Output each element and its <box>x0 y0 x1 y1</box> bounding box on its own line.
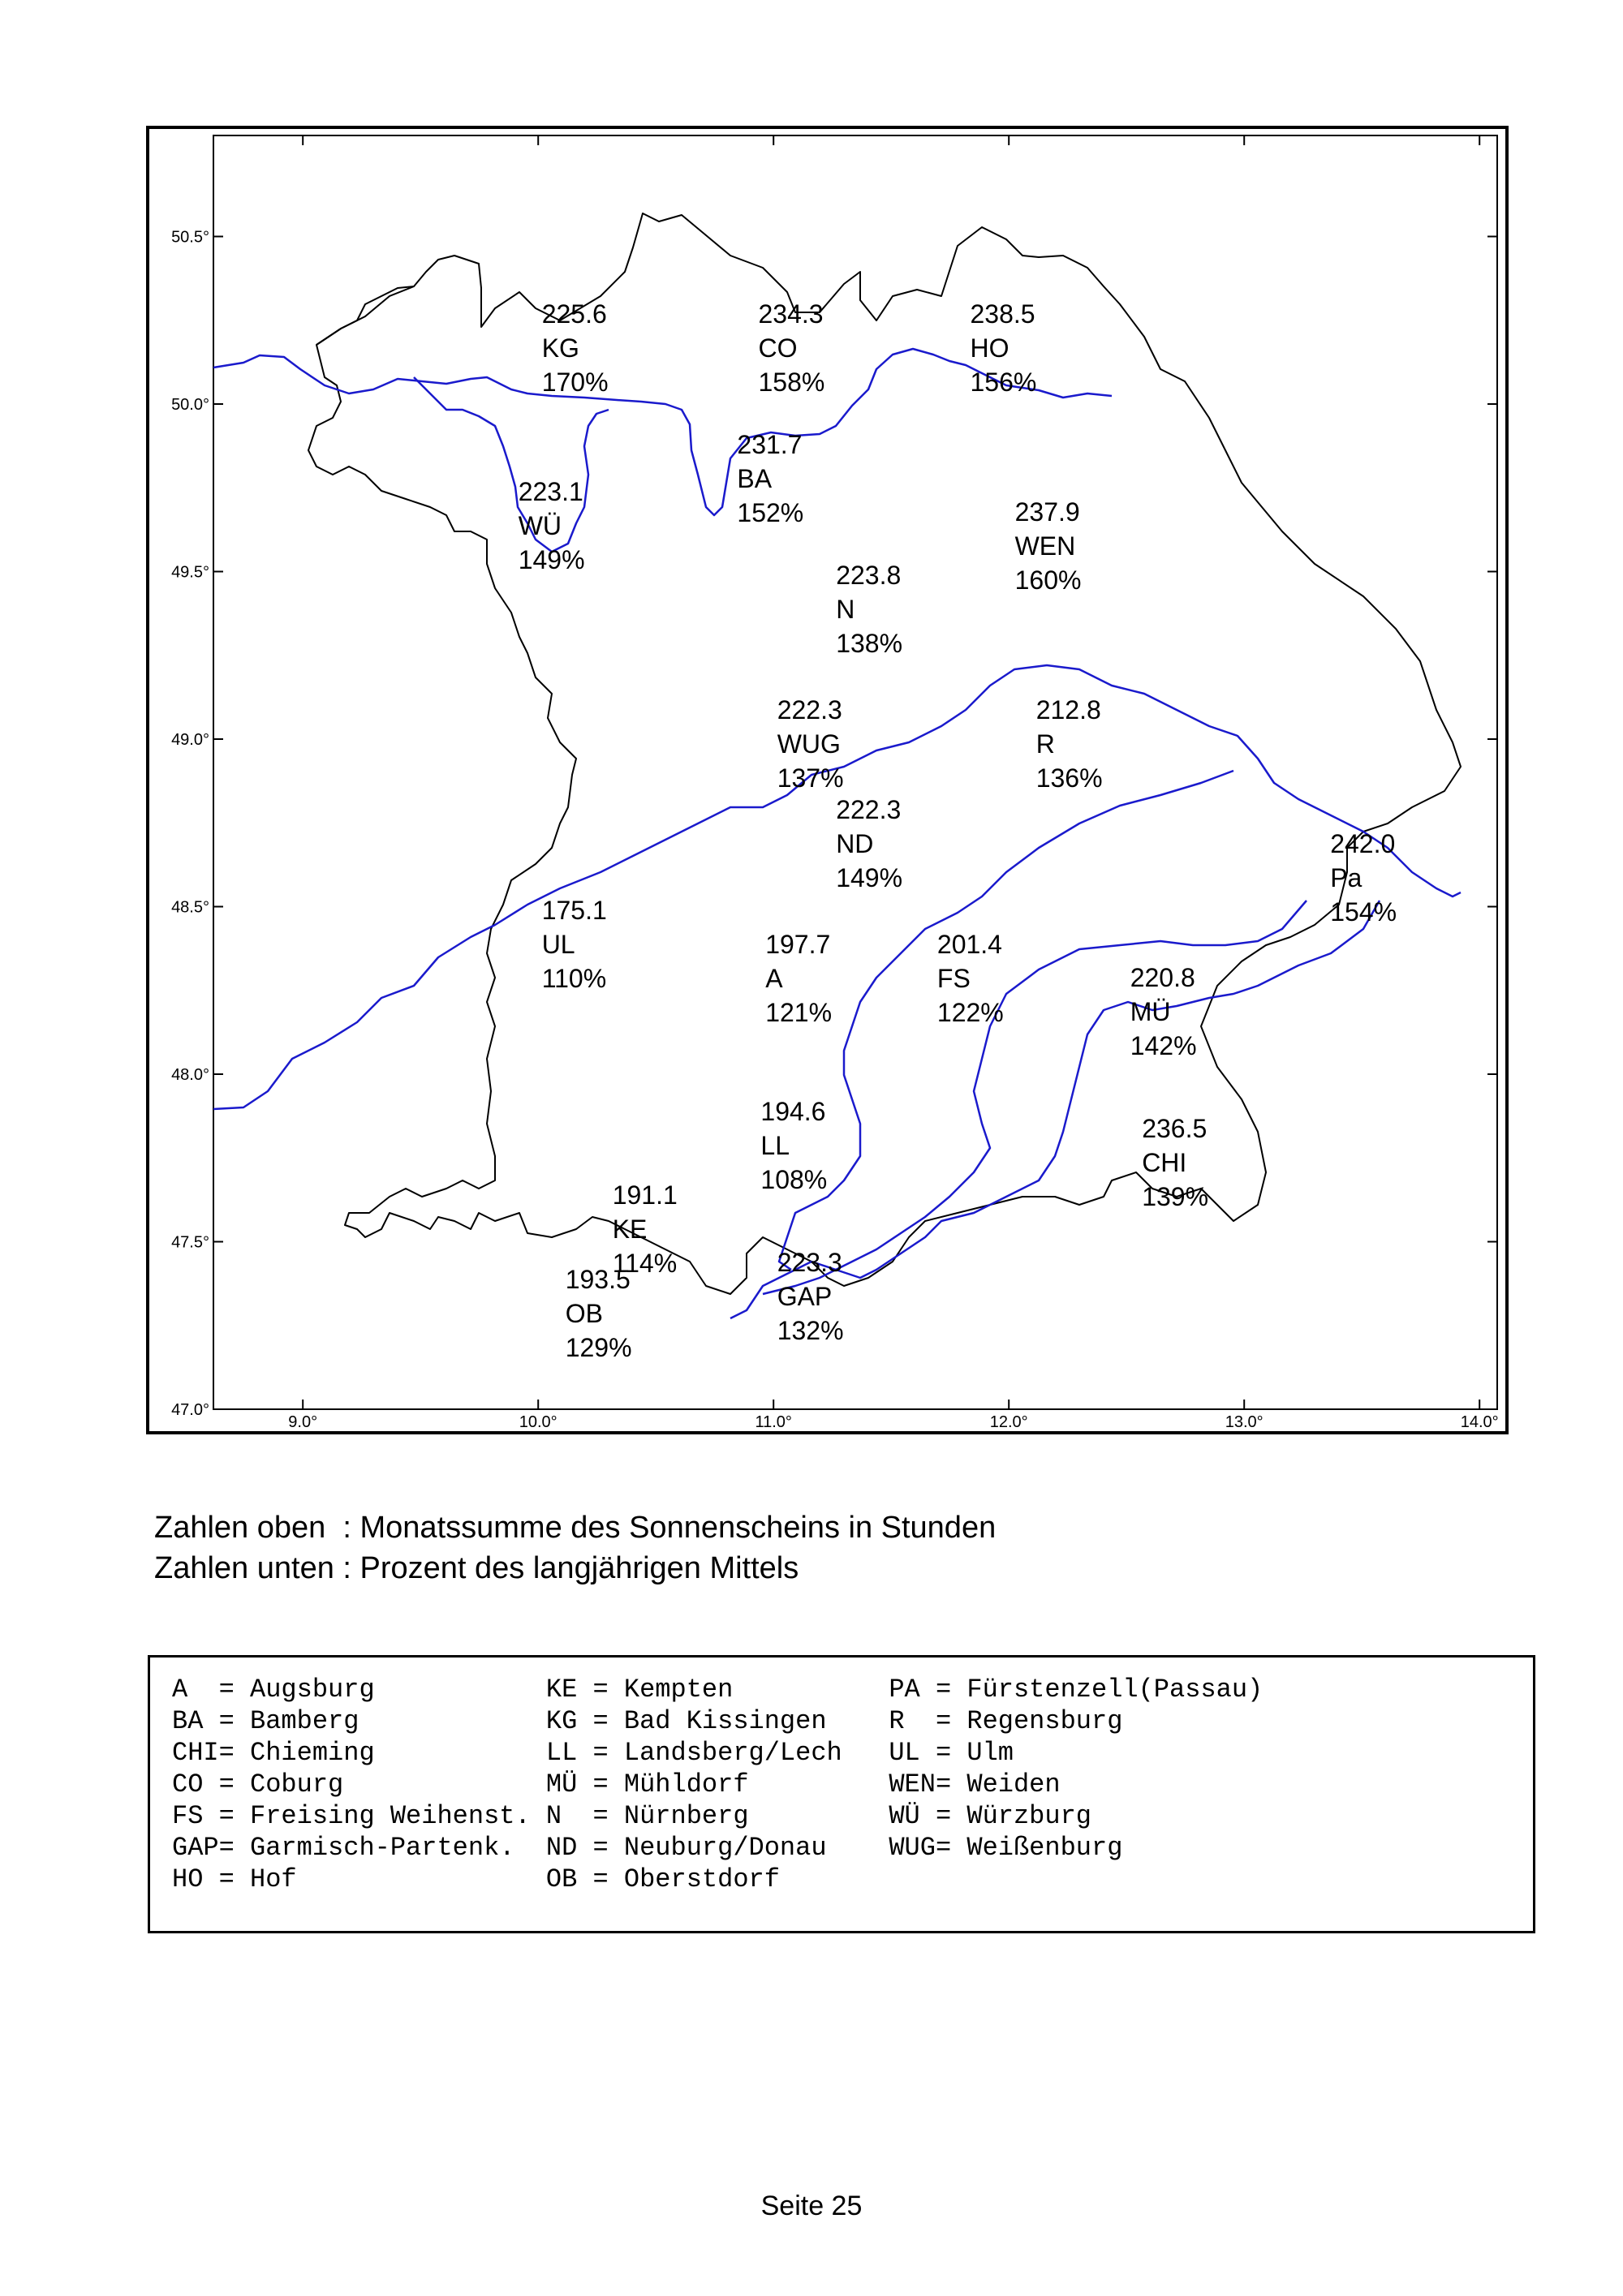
lat-tick-label: 48.0° <box>171 1066 209 1084</box>
station-pct: 132% <box>777 1316 844 1346</box>
station-pct: 149% <box>836 863 903 893</box>
legend-row: CHI= Chieming LL = Landsberg/Lech UL = Ulm <box>172 1738 1014 1768</box>
station-pct: 137% <box>777 763 844 793</box>
lat-tick-label: 49.5° <box>171 563 209 582</box>
station-label-a <box>765 927 832 1030</box>
station-code: LL <box>760 1131 790 1161</box>
station-code: FS <box>936 963 971 993</box>
lat-tick-label: 48.5° <box>171 898 209 917</box>
station-hours: 223.1 <box>518 477 583 507</box>
station-label-n <box>836 558 902 660</box>
station-hours: 242.0 <box>1330 828 1396 858</box>
station-code: A <box>765 963 783 993</box>
legend-row: FS = Freising Weihenst. N = Nürnberg WÜ = Würzburg <box>172 1801 1091 1831</box>
station-hours: 193.5 <box>565 1264 631 1294</box>
legend-row: HO = Hof OB = Oberstdorf <box>172 1864 780 1894</box>
station-code: KE <box>612 1215 648 1245</box>
station-label-co <box>759 297 825 399</box>
station-pct: 114% <box>612 1249 678 1279</box>
station-label-ob <box>566 1262 632 1365</box>
station-pct: 136% <box>1035 763 1103 793</box>
station-hours: 220.8 <box>1130 962 1195 992</box>
station-hours: 231.7 <box>737 430 803 460</box>
lon-tick-label: 10.0° <box>519 1413 558 1431</box>
station-label-ll <box>760 1094 827 1197</box>
lat-tick-label: 50.5° <box>171 228 209 247</box>
station-hours: 197.7 <box>765 929 831 959</box>
station-code: WUG <box>777 729 841 759</box>
station-code: GAP <box>777 1282 833 1312</box>
state-border-west-spur <box>316 286 414 345</box>
station-pct: 156% <box>970 368 1037 398</box>
station-label-wen <box>1015 495 1082 597</box>
station-code: ND <box>836 829 874 859</box>
lat-tick-label: 47.5° <box>171 1233 209 1252</box>
station-hours: 236.5 <box>1142 1113 1208 1143</box>
station-code: UL <box>541 930 575 960</box>
caption-line-2: Zahlen unten : Prozent des langjährigen Mittels <box>154 1551 799 1585</box>
station-label-wü <box>519 475 585 577</box>
station-hours: 175.1 <box>541 896 607 926</box>
station-hours: 201.4 <box>936 929 1002 959</box>
page-number: Seite 25 <box>760 2191 863 2221</box>
station-pct: 152% <box>737 498 804 528</box>
station-hours: 222.3 <box>777 694 842 724</box>
station-pct: 149% <box>518 545 585 575</box>
station-pct: 138% <box>836 629 903 659</box>
lat-tick-label: 47.0° <box>171 1401 209 1419</box>
state-border <box>308 213 1461 1294</box>
station-code: CO <box>758 333 798 363</box>
station-code: HO <box>970 333 1010 363</box>
lon-tick-label: 11.0° <box>755 1413 792 1431</box>
station-label-fs <box>937 927 1004 1030</box>
lat-tick-label: 49.0° <box>171 731 209 749</box>
station-pct: 170% <box>541 368 609 398</box>
station-pct: 139% <box>1142 1181 1209 1211</box>
station-code: KG <box>541 333 579 363</box>
station-label-kg <box>542 297 609 399</box>
station-code: MÜ <box>1130 996 1171 1026</box>
station-label-chi <box>1142 1111 1208 1214</box>
legend-row: BA = Bamberg KG = Bad Kissingen R = Regensburg <box>172 1706 1123 1736</box>
lat-tick-label: 50.0° <box>171 396 209 414</box>
station-label-gap <box>777 1245 844 1348</box>
station-pct: 110% <box>541 964 607 994</box>
station-label-ul <box>542 893 607 995</box>
station-legend <box>148 1655 1535 1933</box>
station-code: WÜ <box>518 511 562 541</box>
station-code: R <box>1035 729 1055 759</box>
station-code: WEN <box>1014 531 1076 561</box>
lon-tick-label: 12.0° <box>989 1413 1028 1431</box>
legend-row: CO = Coburg MÜ = Mühldorf WEN= Weiden <box>172 1769 1061 1799</box>
station-hours: 222.3 <box>836 795 902 825</box>
station-code: CHI <box>1142 1147 1187 1177</box>
station-hours: 237.9 <box>1014 497 1080 527</box>
station-pct: 121% <box>765 997 833 1027</box>
station-hours: 223.8 <box>836 561 902 591</box>
station-pct: 122% <box>936 997 1004 1027</box>
station-hours: 194.6 <box>760 1097 826 1127</box>
station-code: N <box>836 595 855 625</box>
caption-line-1: Zahlen oben : Monatssumme des Sonnenscheins in Stunden <box>154 1511 997 1545</box>
station-hours: 212.8 <box>1035 694 1101 724</box>
station-code: OB <box>565 1298 603 1328</box>
legend-row: A = Augsburg KE = Kempten PA = Fürstenzell(Passau) <box>172 1675 1264 1705</box>
station-code: Pa <box>1330 862 1363 892</box>
legend-row: GAP= Garmisch-Partenk. ND = Neuburg/Donau WUG= Weißenburg <box>172 1833 1123 1863</box>
station-pct: 129% <box>565 1332 632 1362</box>
station-label-nd <box>836 793 902 895</box>
station-hours: 191.1 <box>612 1180 678 1210</box>
station-label-mü <box>1130 961 1197 1063</box>
station-label-pa <box>1330 827 1397 929</box>
station-hours: 223.3 <box>777 1248 842 1278</box>
lon-tick-label: 9.0° <box>288 1413 318 1431</box>
lon-tick-label: 14.0° <box>1460 1413 1499 1431</box>
station-hours: 234.3 <box>758 299 824 329</box>
station-label-wug <box>777 693 844 795</box>
station-hours: 238.5 <box>970 299 1035 329</box>
station-pct: 158% <box>758 368 825 398</box>
station-pct: 154% <box>1330 896 1397 927</box>
river-south-b <box>763 901 1307 1294</box>
station-pct: 160% <box>1014 565 1082 595</box>
station-label-ba <box>737 428 803 530</box>
station-label-ho <box>971 297 1037 399</box>
station-pct: 108% <box>760 1165 828 1195</box>
station-code: BA <box>737 464 773 494</box>
lon-tick-label: 13.0° <box>1225 1413 1264 1431</box>
station-pct: 142% <box>1130 1030 1197 1060</box>
station-label-r <box>1036 693 1103 795</box>
station-hours: 225.6 <box>541 299 607 329</box>
